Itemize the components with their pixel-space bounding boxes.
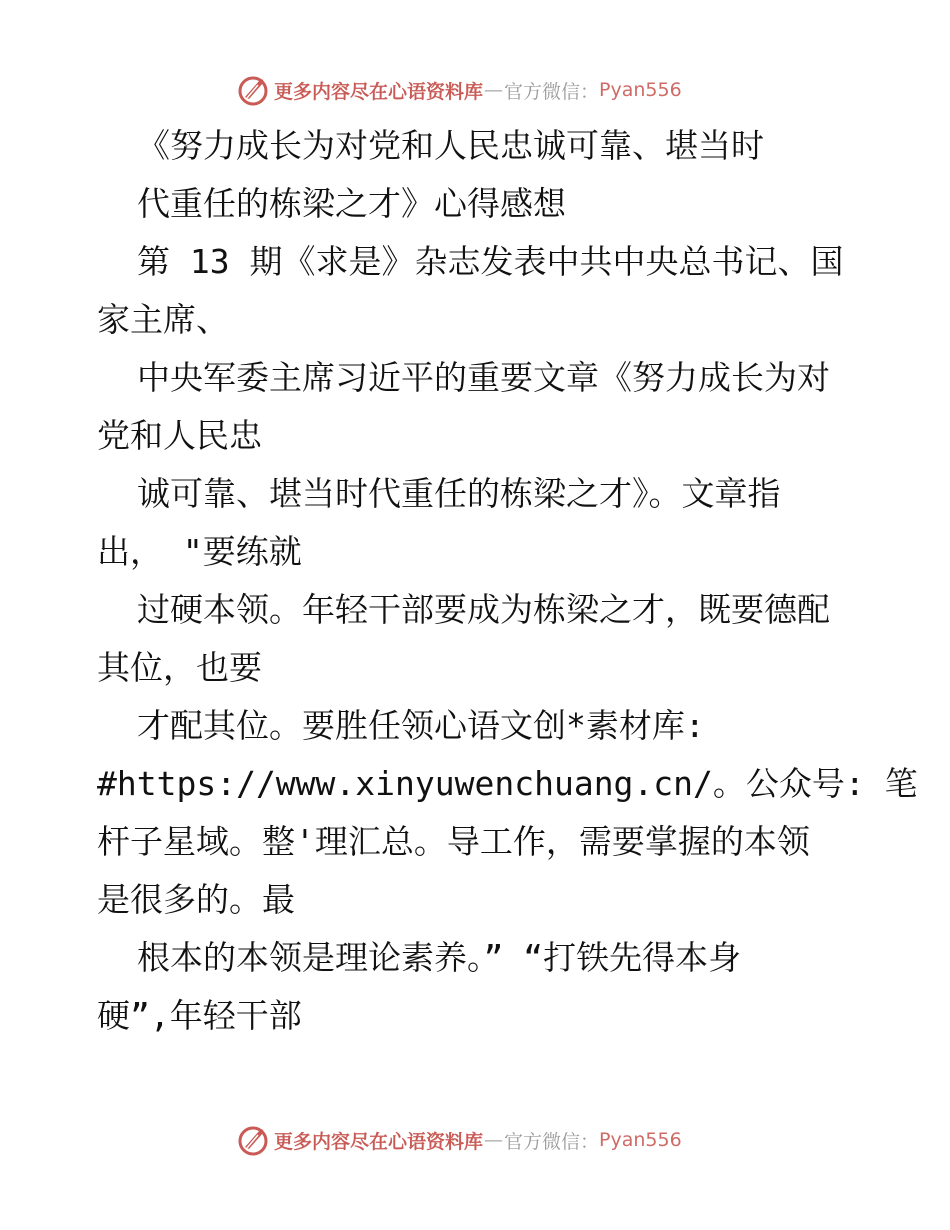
body-line: 家主席、 (97, 300, 229, 339)
watermark-brand-text: 更多内容尽在心语资料库 (274, 80, 484, 103)
body-line: 诚可靠、堪当时代重任的栋梁之才》。文章指 (137, 474, 781, 513)
watermark-contact-label: 官方微信： (504, 80, 600, 103)
title-line: 代重任的栋梁之才》心得感想 (137, 184, 566, 223)
footer-watermark (236, 1122, 736, 1158)
body-line: 其位，也要 (97, 648, 262, 687)
watermark-separator: — (484, 1129, 504, 1151)
body-line: 根本的本领是理论素养。” “打铁先得本身 (137, 938, 742, 977)
title-line: 《努力成长为对党和人民忠诚可靠、堪当时 (137, 126, 764, 165)
body-line: 党和人民忠 (97, 416, 262, 455)
watermark-handle: Pyan556 (599, 1129, 682, 1151)
body-line: 杆子星域。整'理汇总。导工作，需要掌握的本领 (97, 822, 810, 861)
feather-pen-circle-icon (236, 1123, 270, 1157)
watermark-separator: — (484, 79, 504, 101)
body-line: 第 13 期《求是》杂志发表中共中央总书记、国 (137, 242, 844, 281)
body-line: 硬”,年轻干部 (97, 996, 302, 1035)
header-watermark (236, 72, 736, 108)
watermark-handle: Pyan556 (599, 79, 682, 101)
watermark-contact-label: 官方微信： (504, 1130, 600, 1153)
watermark-brand-text: 更多内容尽在心语资料库 (274, 1130, 484, 1153)
body-line: 是很多的。最 (97, 880, 295, 919)
feather-pen-circle-icon (236, 73, 270, 107)
body-line: #https://www.xinyuwenchuang.cn/。公众号: 笔 (97, 764, 918, 803)
body-line: 中央军委主席习近平的重要文章《努力成长为对 (137, 358, 830, 397)
body-line: 出， "要练就 (97, 532, 302, 571)
body-line: 过硬本领。年轻干部要成为栋梁之才，既要德配 (137, 590, 830, 629)
body-line: 才配其位。要胜任领心语文创*素材库: (137, 706, 705, 745)
